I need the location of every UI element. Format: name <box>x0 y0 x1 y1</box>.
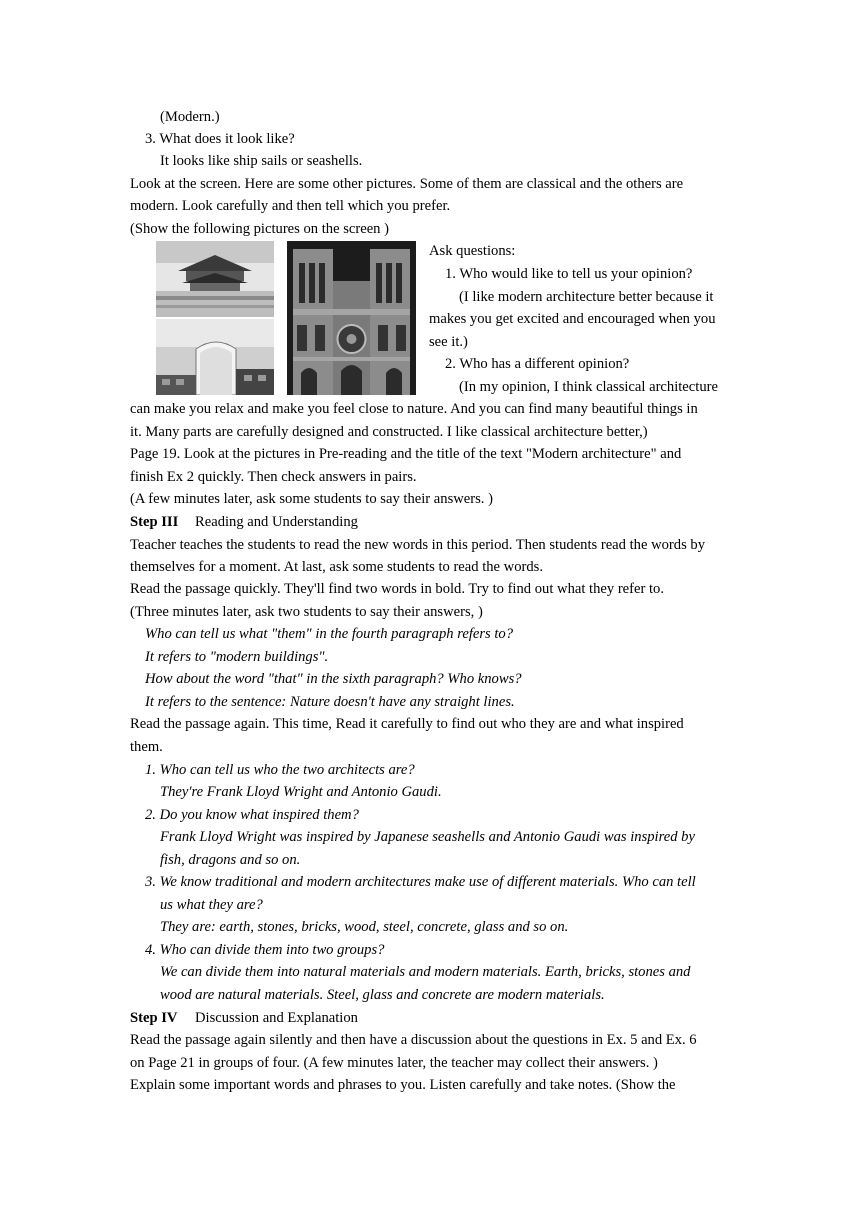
text-line: it. Many parts are carefully designed and constructed. I like classical architecture better,) <box>130 424 648 440</box>
text-line: Read the passage again silently and then have a discussion about the questions in Ex. 5 and Ex. 6 <box>130 1032 697 1048</box>
palace-photo <box>156 241 274 317</box>
text-line: Ask questions: <box>429 243 516 259</box>
text-line: (Show the following pictures on the screen ) <box>130 221 389 237</box>
text-line: themselves for a moment. At last, ask some students to read the words. <box>130 559 544 575</box>
text-line: Read the passage again. This time, Read it carefully to find out who they are and what inspired <box>130 716 684 732</box>
text-line: It refers to the sentence: Nature doesn't have any straight lines. <box>145 694 515 710</box>
text-line: Page 19. Look at the pictures in Pre-reading and the title of the text "Modern architecture" and <box>130 446 682 462</box>
notre-dame-photo <box>287 241 416 395</box>
text-line: can make you relax and make you feel close to nature. And you can find many beautiful things in <box>130 401 698 417</box>
text-line: wood are natural materials. Steel, glass and concrete are modern materials. <box>160 987 605 1003</box>
text-line: 1. Who can tell us who the two architects are? <box>145 762 415 778</box>
text-line: fish, dragons and so on. <box>160 852 301 868</box>
text-line: Who can tell us what "them" in the fourth paragraph refers to? <box>145 626 514 642</box>
text-line: (A few minutes later, ask some students to say their answers. ) <box>130 491 493 507</box>
text-line: 3. We know traditional and modern architectures make use of different materials. Who can tell <box>145 874 696 890</box>
text-line: (Three minutes later, ask two students to say their answers, ) <box>130 604 483 620</box>
text-line: Look at the screen. Here are some other pictures. Some of them are classical and the others are <box>130 176 684 192</box>
text-line: It looks like ship sails or seashells. <box>160 153 363 169</box>
text-line: 3. What does it look like? <box>145 131 295 147</box>
text-line: 1. Who would like to tell us your opinion? <box>445 266 693 282</box>
modern-building-photo <box>156 319 274 395</box>
text-line: 2. Do you know what inspired them? <box>145 807 359 823</box>
text-line: 2. Who has a different opinion? <box>445 356 630 372</box>
text-line: finish Ex 2 quickly. Then check answers in pairs. <box>130 469 417 485</box>
text-line: They are: earth, stones, bricks, wood, steel, concrete, glass and so on. <box>160 919 569 935</box>
text-line: They're Frank Lloyd Wright and Antonio Gaudi. <box>160 784 442 800</box>
text-line: (In my opinion, I think classical architecture <box>459 379 718 395</box>
step-heading: Step III <box>130 514 179 530</box>
text-line: Frank Lloyd Wright was inspired by Japanese seashells and Antonio Gaudi was inspired by <box>160 829 695 845</box>
text-line: Explain some important words and phrases to you. Listen carefully and take notes. (Show the <box>130 1077 676 1093</box>
text-line: (I like modern architecture better because it <box>459 289 714 305</box>
text-line: Teacher teaches the students to read the new words in this period. Then students read the words by <box>130 537 705 553</box>
text-line: We can divide them into natural materials and modern materials. Earth, bricks, stones and <box>160 964 691 980</box>
text-line: us what they are? <box>160 897 263 913</box>
step-heading: Step IV <box>130 1010 178 1026</box>
text-line: How about the word "that" in the sixth paragraph? Who knows? <box>145 671 522 687</box>
text-line: modern. Look carefully and then tell which you prefer. <box>130 198 451 214</box>
step-title: Reading and Understanding <box>195 514 358 530</box>
text-line: 4. Who can divide them into two groups? <box>145 942 385 958</box>
text-line: It refers to "modern buildings". <box>145 649 329 665</box>
step-title: Discussion and Explanation <box>195 1010 358 1026</box>
text-line: see it.) <box>429 334 468 350</box>
text-line: them. <box>130 739 163 755</box>
text-line: Read the passage quickly. They'll find two words in bold. Try to find out what they refer to. <box>130 581 665 597</box>
text-line: on Page 21 in groups of four. (A few minutes later, the teacher may collect their answers. ) <box>130 1055 658 1071</box>
text-line: makes you get excited and encouraged when you <box>429 311 716 327</box>
text-line: (Modern.) <box>160 109 220 125</box>
